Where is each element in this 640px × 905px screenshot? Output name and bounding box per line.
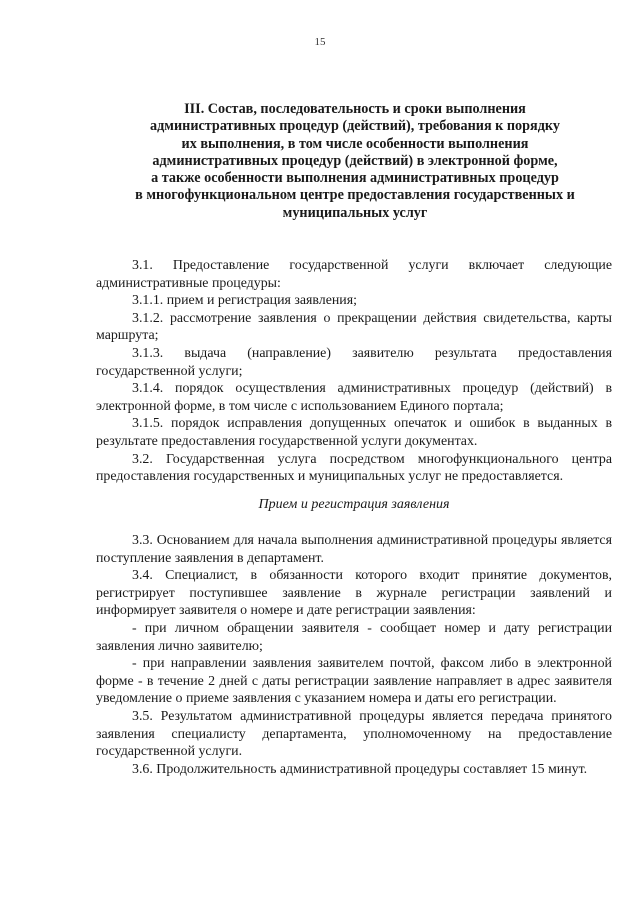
paragraph-3-1-2: 3.1.2. рассмотрение заявления о прекращении действия свидетельства, карты маршрута; (96, 310, 612, 344)
section-title-line: административных процедур (действий) в электронной форме, (152, 152, 558, 169)
paragraph-3-3: 3.3. Основанием для начала выполнения административной процедуры является поступление заявления в департамент. (96, 533, 612, 566)
section-title-line: их выполнения, в том числе особенности выполнения (181, 135, 529, 152)
section-title-line: в многофункциональном центре предоставления государственных и (135, 187, 575, 204)
paragraph-3-4: 3.4. Специалист, в обязанности которого входит принятие документов, регистрирует поступившее заявление в журнале регистрации заявлений и информирует заявителя о номере и дате регистрации заявления: (96, 568, 612, 619)
section-title-line: муниципальных услуг (282, 204, 428, 221)
procedures-list (96, 257, 612, 486)
paragraph-3-1-1: 3.1.1. прием и регистрация заявления; (132, 293, 357, 309)
paragraph-3-2: 3.2. Государственная услуга посредством многофункционального центра предоставления государственных и муниципальных услуг не предоставляется. (96, 451, 612, 485)
registration-section (96, 532, 612, 778)
page-number: 15 (314, 36, 326, 48)
paragraph-personal-visit: - при личном обращении заявителя - сообщает номер и дату регистрации заявления лично заявителю; (96, 620, 612, 654)
section-title-line: III. Состав, последовательность и сроки выполнения (184, 101, 526, 117)
paragraph-3-6: 3.6. Продолжительность административной процедуры составляет 15 минут. (132, 761, 588, 777)
paragraph-3-1-3: 3.1.3. выдача (направление) заявителю результата предоставления государственной услуги; (96, 345, 612, 379)
paragraph-mail-fax: - при направлении заявления заявителем почтой, факсом либо в электронной форме - в течение 2 дней с даты регистрации заявление направляет в адрес заявителя уведомление о приеме заявления с указанием номера и даты его регистрации. (96, 656, 612, 707)
paragraph-3-5: 3.5. Результатом административной процедуры является передача принятого заявления специалисту департамента, уполномоченному на предоставление государственной услуги. (96, 708, 612, 760)
section-title-line: административных процедур (действий), требования к порядку (150, 118, 560, 135)
section-title-line: а также особенности выполнения административных процедур (151, 170, 559, 187)
paragraph-3-1-4: 3.1.4. порядок осуществления административных процедур (действий) в электронной форме, в том числе с использованием Единого портала; (96, 381, 612, 414)
paragraph-3-1: 3.1. Предоставление государственной услуги включает следующие административные процедуры: (96, 258, 612, 291)
section-title (110, 101, 600, 222)
subsection-heading: Прием и регистрация заявления (258, 497, 450, 512)
paragraph-3-1-5: 3.1.5. порядок исправления допущенных опечаток и ошибок в выданных в результате предоставления государственной услуги документах. (96, 416, 612, 449)
